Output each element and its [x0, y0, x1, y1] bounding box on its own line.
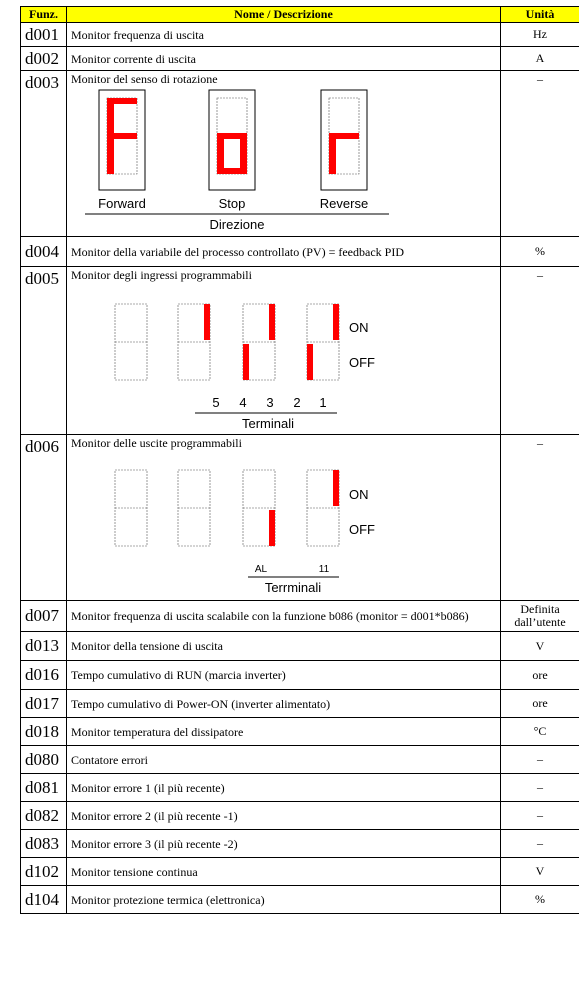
row-code: d007	[21, 601, 67, 632]
row-description: Monitor delle uscite programmabili	[71, 436, 242, 450]
segment-on	[333, 470, 339, 506]
row-unit: –	[501, 71, 579, 237]
row-description-with-diagram	[67, 71, 501, 237]
row-code: d001	[21, 23, 67, 47]
row-description-with-diagram	[67, 267, 501, 435]
row-description: Contatore errori	[67, 746, 501, 774]
table-row	[21, 774, 579, 802]
row-unit: %	[501, 237, 579, 267]
row-code: d081	[21, 774, 67, 802]
row-description: Monitor corrente di uscita	[67, 47, 501, 71]
row-code: d080	[21, 746, 67, 774]
row-description: Monitor temperatura del dissipatore	[67, 718, 501, 746]
terminal-number: 11	[318, 564, 330, 575]
row-unit: V	[501, 632, 579, 661]
row-code: d104	[21, 886, 67, 914]
row-description: Monitor frequenza di uscita scalabile con la funzione b086 (monitor = d001*b086)	[67, 601, 501, 632]
digit-frame	[209, 90, 255, 190]
segment-on	[307, 344, 313, 380]
terminal-number: 5	[212, 395, 220, 410]
row-description: Monitor frequenza di uscita	[67, 23, 501, 47]
row-code: d082	[21, 802, 67, 830]
label-on: ON	[349, 487, 369, 502]
row-description: Monitor degli ingressi programmabili	[71, 268, 252, 282]
table-row	[21, 661, 579, 690]
table-row	[21, 601, 579, 632]
row-unit: Hz	[501, 23, 579, 47]
segment-on	[204, 304, 210, 340]
header-code: Funz.	[21, 7, 67, 23]
table-row	[21, 237, 579, 267]
caption-direzione: Direzione	[209, 217, 265, 232]
digit-frame	[99, 90, 145, 190]
digit-reverse	[321, 90, 367, 190]
segment-on	[269, 510, 275, 546]
terminal-number: 2	[293, 395, 301, 410]
row-code: d016	[21, 661, 67, 690]
table-row	[21, 802, 579, 830]
header-description: Nome / Descrizione	[67, 7, 501, 23]
label-forward: Forward	[98, 196, 146, 211]
table-row	[21, 718, 579, 746]
segment-on	[217, 168, 247, 174]
label-reverse: Reverse	[319, 196, 369, 211]
terminal-number: 1	[319, 395, 327, 410]
table-row	[21, 830, 579, 858]
monitor-parameter-table	[20, 6, 579, 914]
row-code: d003	[21, 71, 67, 237]
caption-terminali: Terminali	[241, 416, 295, 430]
row-description: Monitor del senso di rotazione	[71, 72, 218, 86]
table-row	[21, 23, 579, 47]
row-code: d017	[21, 690, 67, 718]
terminal-number: 4	[239, 395, 247, 410]
label-stop: Stop	[218, 196, 246, 211]
segment-on	[329, 136, 336, 174]
row-code: d083	[21, 830, 67, 858]
output-terminals-diagram	[71, 452, 489, 596]
row-code: d006	[21, 435, 67, 601]
table-row	[21, 746, 579, 774]
segment-on	[269, 304, 275, 340]
table-row	[21, 886, 579, 914]
table-row	[21, 71, 579, 237]
row-description: Tempo cumulativo di RUN (marcia inverter)	[67, 661, 501, 690]
segment-on	[333, 304, 339, 340]
segment-on	[107, 136, 114, 174]
row-unit: ore	[501, 661, 579, 690]
table-row	[21, 690, 579, 718]
terminal-number: AL	[254, 564, 268, 575]
row-code: d005	[21, 267, 67, 435]
row-unit: Definita dall’utente	[501, 601, 579, 632]
table-row	[21, 47, 579, 71]
row-unit: V	[501, 858, 579, 886]
row-unit: °C	[501, 718, 579, 746]
row-description: Monitor della tensione di uscita	[67, 632, 501, 661]
row-code: d013	[21, 632, 67, 661]
row-unit: –	[501, 802, 579, 830]
header-unit: Unità	[501, 7, 579, 23]
caption-terminali: Terrminali	[264, 580, 322, 595]
row-code: d004	[21, 237, 67, 267]
row-description: Monitor errore 1 (il più recente)	[67, 774, 501, 802]
row-unit: %	[501, 886, 579, 914]
row-unit: ore	[501, 690, 579, 718]
table-row	[21, 435, 579, 601]
row-description: Monitor errore 2 (il più recente -1)	[67, 802, 501, 830]
row-unit: A	[501, 47, 579, 71]
row-unit: –	[501, 435, 579, 601]
row-description: Tempo cumulativo di Power-ON (inverter alimentato)	[67, 690, 501, 718]
row-code: d102	[21, 858, 67, 886]
table-row	[21, 267, 579, 435]
row-description: Monitor errore 3 (il più recente -2)	[67, 830, 501, 858]
input-terminals-diagram	[71, 284, 489, 430]
parameter-table-container	[20, 6, 579, 914]
label-off: OFF	[349, 355, 375, 370]
row-unit: –	[501, 774, 579, 802]
digit-stop	[209, 90, 255, 190]
row-unit: –	[501, 830, 579, 858]
table-row	[21, 632, 579, 661]
row-description: Monitor protezione termica (elettronica)	[67, 886, 501, 914]
segment-on	[107, 98, 137, 104]
row-unit: –	[501, 267, 579, 435]
row-description-with-diagram	[67, 435, 501, 601]
row-description: Monitor della variabile del processo controllato (PV) = feedback PID	[67, 237, 501, 267]
table-header-row	[21, 7, 579, 23]
label-off: OFF	[349, 522, 375, 537]
rotation-direction-diagram	[71, 88, 489, 232]
row-code: d002	[21, 47, 67, 71]
terminal-number: 3	[266, 395, 274, 410]
row-unit: –	[501, 746, 579, 774]
label-on: ON	[349, 320, 369, 335]
row-code: d018	[21, 718, 67, 746]
digit-frame	[321, 90, 367, 190]
digit-forward	[99, 90, 145, 190]
segment-on	[243, 344, 249, 380]
table-row	[21, 858, 579, 886]
row-description: Monitor tensione continua	[67, 858, 501, 886]
